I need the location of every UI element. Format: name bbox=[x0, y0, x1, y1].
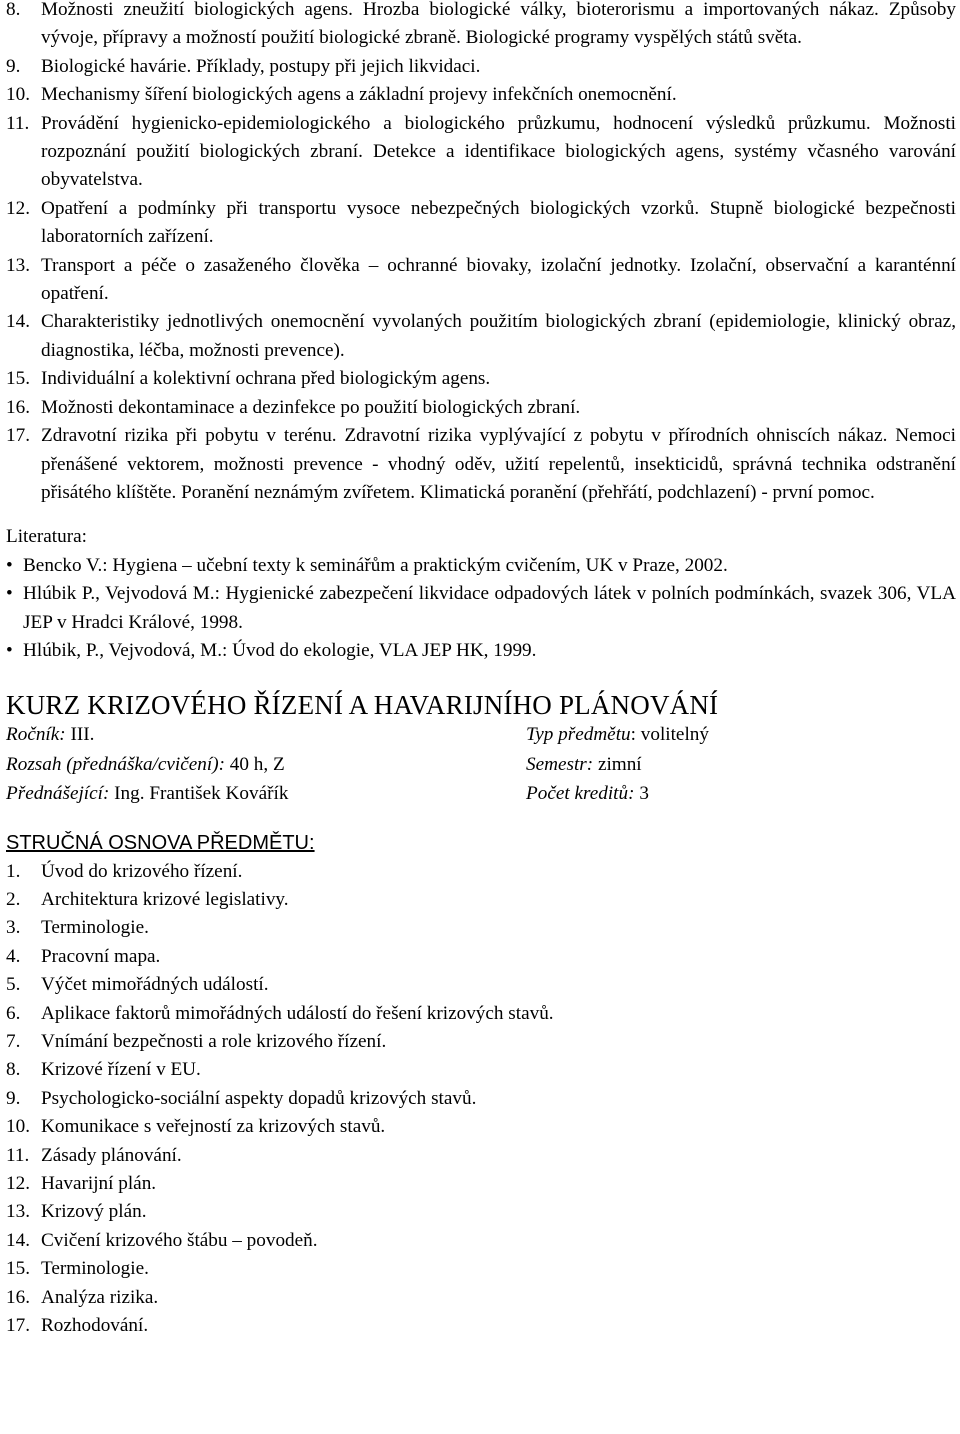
item-text: Cvičení krizového štábu – povodeň. bbox=[41, 1229, 318, 1251]
item-text: Vnímání bezpečnosti a role krizového řízení. bbox=[41, 1030, 387, 1052]
item-text: Psychologicko-sociální aspekty dopadů krizových stavů. bbox=[41, 1087, 477, 1109]
item-number: 13. bbox=[6, 1201, 30, 1223]
course-title: KURZ KRIZOVÉHO ŘÍZENÍ A HAVARIJNÍHO PLÁNOVÁNÍ bbox=[6, 690, 719, 721]
prednasejici-value: Ing. František Kovářík bbox=[109, 783, 289, 805]
item-text: Zásady plánování. bbox=[41, 1144, 182, 1166]
list-item bbox=[6, 394, 956, 422]
item-number: 15. bbox=[6, 1258, 30, 1280]
rozsah-field bbox=[6, 751, 526, 780]
item-text: Pracovní mapa. bbox=[41, 945, 161, 967]
item-number: 8. bbox=[6, 1059, 21, 1081]
literature-text: Bencko V.: Hygiena – učební texty k seminářům a praktickým cvičením, UK v Praze, 2002. bbox=[23, 554, 728, 576]
typ-label: Typ předmětu bbox=[526, 724, 631, 746]
item-number: 6. bbox=[6, 1002, 21, 1024]
item-text: Možnosti zneužití biologických agens. Hrozba biologické války, bioterorismu a importovaných nákaz. Způsoby vývoje, přípravy a možností použití biologické zbraně. Biologické programy vyspělých států světa. bbox=[41, 0, 956, 49]
item-number: 14. bbox=[6, 311, 30, 333]
item-number: 15. bbox=[6, 368, 30, 390]
item-text: Provádění hygienicko-epidemiologického a biologického průzkumu, hodnocení výsledků průzkumu. Možnosti rozpoznání použití biologických zbraní. Detekce a identifikace biologických agens, systémy včasného varování obyvatelstva. bbox=[41, 112, 956, 191]
prednasejici-field bbox=[6, 780, 526, 809]
literature-text: Hlúbik P., Vejvodová M.: Hygienické zabezpečení likvidace odpadových látek v polních podmínkách, svazek 306, VLA JEP v Hradci Králové, 1998. bbox=[23, 583, 956, 633]
item-number: 3. bbox=[6, 917, 21, 939]
list-item bbox=[6, 308, 956, 365]
item-number: 8. bbox=[6, 0, 21, 20]
item-text: Komunikace s veřejností za krizových stavů. bbox=[41, 1116, 386, 1138]
item-text: Transport a péče o zasaženého člověka – ochranné biovaky, izolační jednotky. Izolační, observační a karanténní opatření. bbox=[41, 254, 956, 305]
meta-row bbox=[6, 751, 956, 780]
document-page bbox=[6, 0, 956, 1340]
item-number: 1. bbox=[6, 860, 21, 882]
list-item bbox=[6, 914, 956, 942]
list-item bbox=[6, 1142, 956, 1170]
item-number: 7. bbox=[6, 1030, 21, 1052]
item-text: Rozhodování. bbox=[41, 1315, 149, 1337]
prednasejici-label: Přednášející: bbox=[6, 783, 110, 805]
item-number: 11. bbox=[6, 1144, 30, 1166]
item-text: Mechanismy šíření biologických agens a základní projevy infekčních onemocnění. bbox=[41, 84, 677, 106]
literature-heading: Literatura: bbox=[6, 526, 87, 548]
item-number: 10. bbox=[6, 84, 30, 106]
kredity-label: Počet kreditů: bbox=[526, 783, 635, 805]
semestr-label: Semestr: bbox=[526, 753, 594, 775]
semestr-field bbox=[526, 751, 956, 780]
item-text: Úvod do krizového řízení. bbox=[41, 860, 243, 882]
item-text: Krizový plán. bbox=[41, 1201, 147, 1223]
literature-entry bbox=[6, 552, 956, 580]
semestr-value: zimní bbox=[593, 753, 642, 775]
list-item bbox=[6, 252, 956, 309]
item-number: 17. bbox=[6, 1315, 30, 1337]
outline-heading: STRUČNÁ OSNOVA PŘEDMĚTU: bbox=[6, 831, 315, 854]
outline-list bbox=[6, 858, 956, 1341]
literature-entry bbox=[6, 580, 956, 637]
bullet-icon: • bbox=[6, 639, 13, 661]
item-text: Terminologie. bbox=[41, 1258, 149, 1280]
item-number: 10. bbox=[6, 1116, 30, 1138]
item-number: 12. bbox=[6, 1172, 30, 1194]
topics-list bbox=[6, 0, 956, 507]
list-item bbox=[6, 1284, 956, 1312]
typ-field bbox=[526, 721, 956, 750]
typ-value: : volitelný bbox=[630, 724, 709, 746]
bullet-icon: • bbox=[6, 583, 13, 605]
rocnik-value: III. bbox=[65, 724, 95, 746]
item-text: Aplikace faktorů mimořádných událostí do řešení krizových stavů. bbox=[41, 1002, 554, 1024]
item-text: Možnosti dekontaminace a dezinfekce po použití biologických zbraní. bbox=[41, 396, 581, 418]
item-number: 16. bbox=[6, 396, 30, 418]
item-number: 4. bbox=[6, 945, 21, 967]
kredity-value: 3 bbox=[634, 783, 649, 805]
item-number: 12. bbox=[6, 197, 30, 219]
item-text: Výčet mimořádných událostí. bbox=[41, 974, 269, 996]
list-item bbox=[6, 1028, 956, 1056]
item-number: 13. bbox=[6, 254, 30, 276]
literature-list bbox=[6, 552, 956, 666]
list-item bbox=[6, 1170, 956, 1198]
item-number: 16. bbox=[6, 1286, 30, 1308]
item-text: Havarijní plán. bbox=[41, 1172, 157, 1194]
list-item bbox=[6, 0, 956, 53]
list-item bbox=[6, 886, 956, 914]
item-number: 2. bbox=[6, 888, 21, 910]
list-item bbox=[6, 110, 956, 195]
item-number: 11. bbox=[6, 112, 30, 134]
item-text: Terminologie. bbox=[41, 917, 149, 939]
meta-row bbox=[6, 780, 956, 809]
item-text: Krizové řízení v EU. bbox=[41, 1059, 201, 1081]
list-item bbox=[6, 1113, 956, 1141]
rocnik-field bbox=[6, 721, 526, 750]
list-item bbox=[6, 195, 956, 252]
list-item bbox=[6, 971, 956, 999]
list-item bbox=[6, 943, 956, 971]
list-item bbox=[6, 1056, 956, 1084]
meta-row bbox=[6, 721, 956, 750]
item-text: Zdravotní rizika při pobytu v terénu. Zdravotní rizika vyplývající z pobytu v přírodních ohniscích nákaz. Nemoci přenášené vektorem, možnosti prevence - vhodný oděv, užití repelentů, insekticidů, správná technika odstranění přisátého klíštěte. Poranění neznámým zvířetem. Klimatická poranění (přehřátí, podchlazení) - první pomoc. bbox=[41, 425, 956, 503]
item-text: Architektura krizové legislativy. bbox=[41, 888, 289, 910]
item-text: Individuální a kolektivní ochrana před biologickým agens. bbox=[41, 368, 491, 390]
list-item bbox=[6, 1198, 956, 1226]
item-number: 17. bbox=[6, 425, 30, 447]
item-number: 9. bbox=[6, 1087, 21, 1109]
list-item bbox=[6, 858, 956, 886]
list-item bbox=[6, 1085, 956, 1113]
list-item bbox=[6, 1255, 956, 1283]
list-item bbox=[6, 81, 956, 109]
item-text: Charakteristiky jednotlivých onemocnění vyvolaných použitím biologických zbraní (epidemiologie, klinický obraz, diagnostika, léčba, možnosti prevence). bbox=[41, 311, 956, 361]
item-number: 14. bbox=[6, 1229, 30, 1251]
item-number: 9. bbox=[6, 55, 21, 77]
list-item bbox=[6, 53, 956, 81]
bullet-icon: • bbox=[6, 554, 13, 576]
rocnik-label: Ročník: bbox=[6, 724, 66, 746]
list-item bbox=[6, 365, 956, 393]
item-text: Analýza rizika. bbox=[41, 1286, 159, 1308]
list-item bbox=[6, 1227, 956, 1255]
list-item bbox=[6, 1312, 956, 1340]
item-text: Biologické havárie. Příklady, postupy při jejich likvidaci. bbox=[41, 55, 481, 77]
course-meta bbox=[6, 721, 956, 809]
rozsah-value: 40 h, Z bbox=[225, 753, 285, 775]
literature-entry bbox=[6, 637, 956, 665]
item-text: Opatření a podmínky při transportu vysoce nebezpečných biologických vzorků. Stupně biologické bezpečnosti laboratorních zařízení. bbox=[41, 197, 956, 248]
kredity-field bbox=[526, 780, 956, 809]
list-item bbox=[6, 1000, 956, 1028]
literature-text: Hlúbik, P., Vejvodová, M.: Úvod do ekologie, VLA JEP HK, 1999. bbox=[23, 639, 537, 661]
rozsah-label: Rozsah (přednáška/cvičení): bbox=[6, 753, 225, 775]
item-number: 5. bbox=[6, 974, 21, 996]
list-item bbox=[6, 422, 956, 507]
